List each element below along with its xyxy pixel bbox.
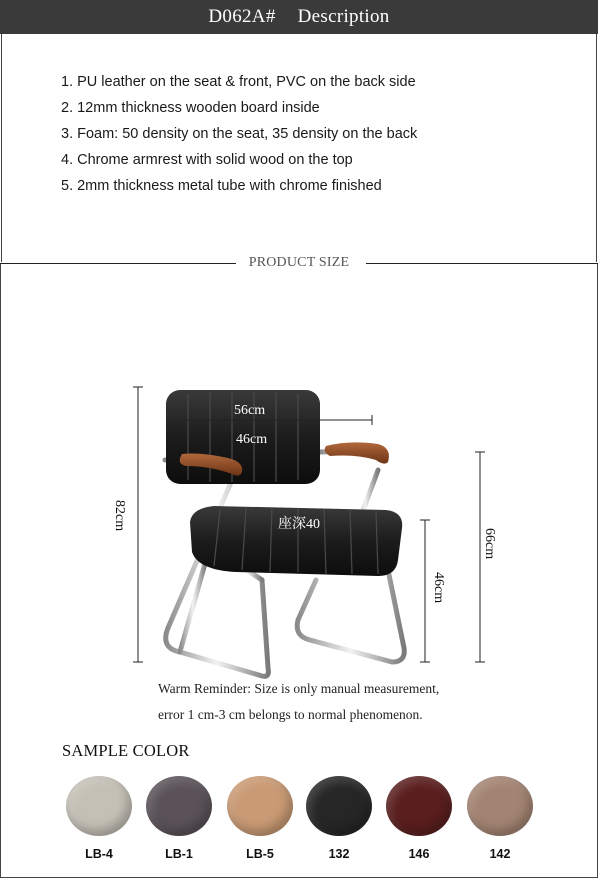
reminder-line-1: Warm Reminder: Size is only manual measurement, <box>158 681 440 696</box>
swatch-label: LB-5 <box>246 847 274 861</box>
swatch-label: LB-1 <box>165 847 193 861</box>
color-swatch-lb-4[interactable] <box>64 776 134 861</box>
description-item: 4. Chrome armrest with solid wood on the top <box>61 152 353 168</box>
swatch-circle <box>66 776 132 836</box>
swatch-label: 132 <box>328 847 350 861</box>
height-seat-label: 46cm <box>431 572 446 604</box>
reminder-line-2: error 1 cm-3 cm belongs to normal phenomenon. <box>158 707 423 722</box>
color-swatch-132[interactable] <box>304 776 374 861</box>
description-item: 3. Foam: 50 density on the seat, 35 density on the back <box>61 126 418 142</box>
right-armrest <box>325 442 389 463</box>
height-arm-label: 66cm <box>482 528 497 560</box>
description-item: 1. PU leather on the seat & front, PVC on the back side <box>61 74 416 90</box>
color-swatch-lb-1[interactable] <box>144 776 214 861</box>
swatch-circle <box>467 776 533 836</box>
swatch-label: 146 <box>408 847 430 861</box>
sample-color-title: SAMPLE COLOR <box>62 741 190 760</box>
swatch-circle <box>386 776 452 836</box>
swatch-label: LB-4 <box>85 847 113 861</box>
seat-depth-label: 座深40 <box>278 517 320 532</box>
swatch-circle <box>306 776 372 836</box>
swatch-circle <box>227 776 293 836</box>
swatch-circle <box>146 776 212 836</box>
color-swatch-lb-5[interactable] <box>225 776 295 861</box>
color-swatch-142[interactable] <box>465 776 535 861</box>
color-swatch-146[interactable] <box>384 776 454 861</box>
width-outer-label: 56cm <box>234 403 266 418</box>
product-code: D062A# <box>208 6 276 27</box>
description-item: 5. 2mm thickness metal tube with chrome finished <box>61 178 382 194</box>
width-inner-label: 46cm <box>236 432 268 447</box>
product-size-title: PRODUCT SIZE <box>248 255 350 270</box>
swatch-label: 142 <box>489 847 511 861</box>
height-total-label: 82cm <box>112 500 127 532</box>
header-title: Description <box>297 6 390 27</box>
description-item: 2. 12mm thickness wooden board inside <box>61 100 320 116</box>
